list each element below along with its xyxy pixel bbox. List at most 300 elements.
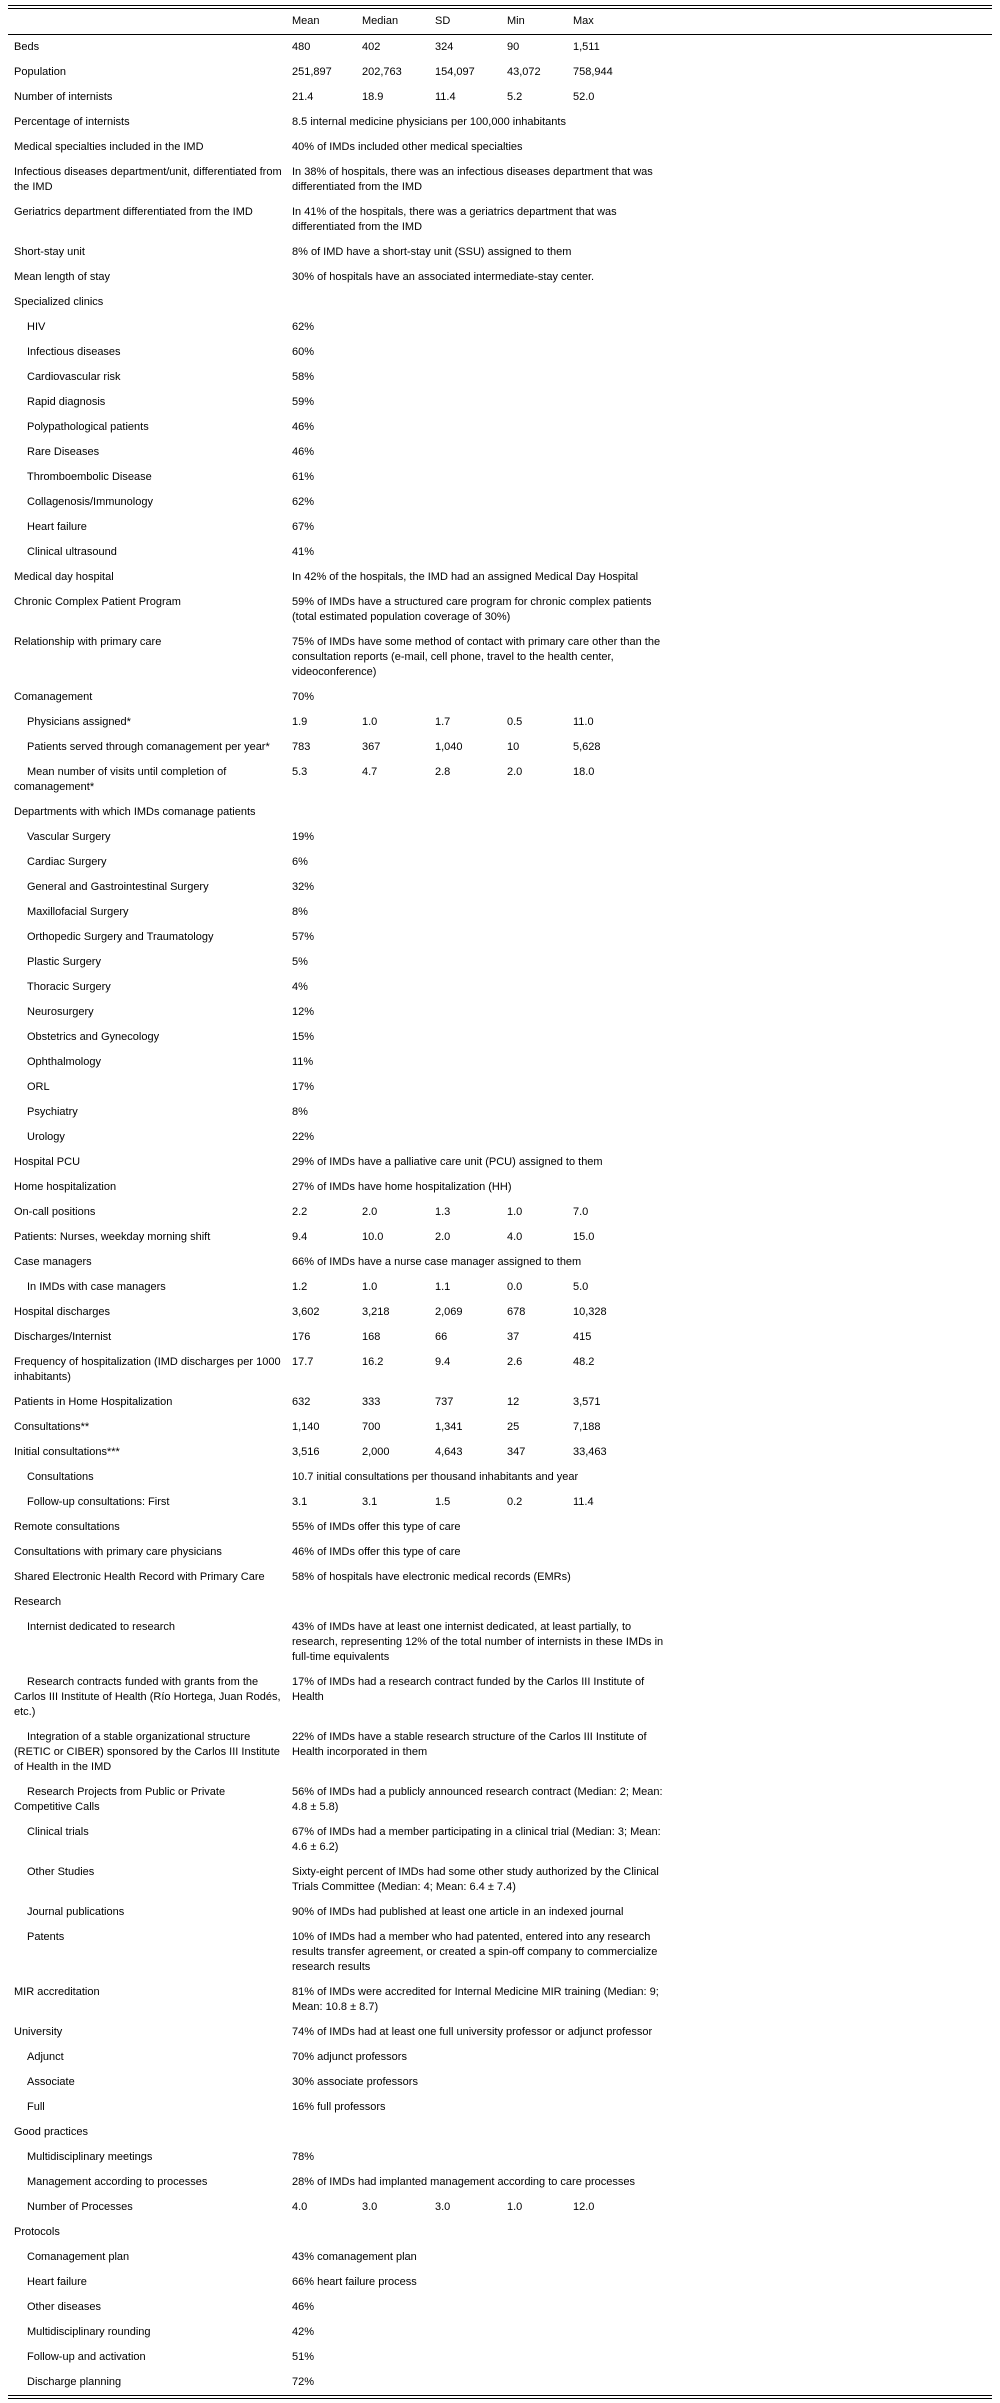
- table-row: [8, 1900, 992, 1925]
- row-label: Hospital PCU: [14, 1156, 81, 1168]
- table-row: [8, 1000, 992, 1025]
- table-row: [8, 1150, 992, 1175]
- stat-value: 10,328: [573, 1306, 607, 1318]
- description-cell: [286, 590, 992, 630]
- row-label: Multidisciplinary rounding: [27, 2326, 151, 2338]
- row-label: Frequency of hospitalization (IMD discharges per 1000 inhabitants): [14, 1356, 281, 1383]
- stat-value: 415: [573, 1331, 592, 1343]
- table-row: [8, 1820, 992, 1860]
- section-header-label: Protocols: [14, 2226, 60, 2238]
- section-header-label: Good practices: [14, 2126, 88, 2138]
- description-text: 16% full professors: [292, 2101, 386, 2113]
- row-label: Beds: [14, 41, 40, 53]
- description-cell: [286, 2070, 992, 2095]
- column-header-sd: SD: [429, 9, 501, 35]
- table-row: [8, 2245, 992, 2270]
- row-label: Ophthalmology: [27, 1056, 101, 1068]
- section-header-row: [8, 2220, 992, 2245]
- description-text: Sixty-eight percent of IMDs had some other study authorized by the Clinical Trials Committee (Median: 4; Mean: 6.4 ± 7.4): [292, 1866, 659, 1893]
- description-cell: [286, 1725, 992, 1780]
- description-cell: [286, 1615, 992, 1670]
- stat-value: 700: [362, 1421, 381, 1433]
- description-cell: [286, 390, 992, 415]
- stat-value: 2.0: [435, 1231, 451, 1243]
- row-label: ORL: [27, 1081, 50, 1093]
- table-row: [8, 1565, 992, 1590]
- description-cell: [286, 1000, 992, 1025]
- row-label: Neurosurgery: [27, 1006, 94, 1018]
- description-text: 22%: [292, 1131, 315, 1143]
- description-text: 41%: [292, 546, 315, 558]
- stat-value: 176: [292, 1331, 311, 1343]
- row-label: Number of Processes: [27, 2201, 133, 2213]
- row-label: Patients: Nurses, weekday morning shift: [14, 1231, 211, 1243]
- table-row: [8, 2020, 992, 2045]
- stat-value: 0.2: [507, 1496, 523, 1508]
- row-label: Comanagement: [14, 691, 93, 703]
- row-label: Full: [27, 2101, 45, 2113]
- table-row: [8, 1925, 992, 1980]
- description-cell: [286, 1565, 992, 1590]
- stat-value: 1.0: [507, 1206, 523, 1218]
- stat-value: 66: [435, 1331, 448, 1343]
- description-text: 58%: [292, 371, 315, 383]
- stat-value: 758,944: [573, 66, 613, 78]
- description-text: 8%: [292, 1106, 308, 1118]
- stat-value: 25: [507, 1421, 520, 1433]
- filler-cell: [637, 1300, 992, 1325]
- filler-cell: [637, 2195, 992, 2220]
- table-row: [8, 1275, 992, 1300]
- table-top-rule: [8, 5, 992, 6]
- stat-value: 1.0: [362, 1281, 378, 1293]
- description-text: 19%: [292, 831, 315, 843]
- table-row: [8, 135, 992, 160]
- stat-value: 402: [362, 41, 381, 53]
- row-label: Consultations**: [14, 1421, 90, 1433]
- row-label: Patents: [27, 1931, 65, 1943]
- description-cell: [286, 1925, 992, 1980]
- row-label: Discharge planning: [27, 2376, 122, 2388]
- stat-value: 10.0: [362, 1231, 384, 1243]
- imd-statistics-table: [8, 8, 992, 2396]
- stat-value: 5.3: [292, 766, 308, 778]
- description-text: 4%: [292, 981, 308, 993]
- stat-value: 4.0: [292, 2201, 308, 2213]
- description-cell: [286, 1100, 992, 1125]
- description-text: 59% of IMDs have a structured care program for chronic complex patients (total estimated population coverage of 30%): [292, 596, 652, 623]
- stat-value: 11.4: [435, 91, 456, 103]
- stat-value: 11.0: [573, 716, 594, 728]
- stat-value: 3,218: [362, 1306, 390, 1318]
- table-row: [8, 1725, 992, 1780]
- stat-value: 1,511: [573, 41, 600, 53]
- table-header-row: [8, 9, 992, 35]
- table-row: [8, 735, 992, 760]
- table-row: [8, 110, 992, 135]
- table-row: [8, 2095, 992, 2120]
- table-row: [8, 35, 992, 61]
- table-body: [8, 35, 992, 2396]
- table-row: [8, 1390, 992, 1415]
- row-label: Integration of a stable organizational structure (RETIC or CIBER) sponsored by the Carlos III Institute of Health in the IMD: [14, 1731, 280, 1773]
- stat-value: 347: [507, 1446, 526, 1458]
- description-text: 28% of IMDs had implanted management according to care processes: [292, 2176, 636, 2188]
- row-label: Medical specialties included in the IMD: [14, 141, 204, 153]
- section-header-label: Specialized clinics: [14, 296, 104, 308]
- stat-value: 1.0: [507, 2201, 523, 2213]
- row-label: Remote consultations: [14, 1521, 120, 1533]
- table-row: [8, 1250, 992, 1275]
- filler-cell: [637, 85, 992, 110]
- row-label: Thoracic Surgery: [27, 981, 111, 993]
- description-cell: [286, 490, 992, 515]
- description-cell: [286, 1860, 992, 1900]
- table-row: [8, 1325, 992, 1350]
- table-row: [8, 515, 992, 540]
- description-cell: [286, 110, 992, 135]
- filler-cell: [637, 60, 992, 85]
- description-cell: [286, 925, 992, 950]
- description-text: 43% of IMDs have at least one internist dedicated, at least partially, to research, representing 12% of the total number of internists in these IMDs in full-time equivalents: [292, 1621, 664, 1663]
- stat-value: 1.3: [435, 1206, 451, 1218]
- table-row: [8, 2345, 992, 2370]
- table-row: [8, 1075, 992, 1100]
- row-label: Obstetrics and Gynecology: [27, 1031, 160, 1043]
- row-label: Orthopedic Surgery and Traumatology: [27, 931, 214, 943]
- description-cell: [286, 1780, 992, 1820]
- filler-cell: [637, 735, 992, 760]
- description-cell: [286, 875, 992, 900]
- row-label: Collagenosis/Immunology: [27, 496, 153, 508]
- section-header-row: [8, 290, 992, 315]
- table-row: [8, 340, 992, 365]
- description-cell: [286, 850, 992, 875]
- row-label: Infectious diseases department/unit, differentiated from the IMD: [14, 166, 282, 193]
- filler-cell: [637, 1200, 992, 1225]
- description-text: 70% adjunct professors: [292, 2051, 407, 2063]
- description-text: 17% of IMDs had a research contract funded by the Carlos III Institute of Health: [292, 1676, 645, 1703]
- row-label: Mean length of stay: [14, 271, 111, 283]
- description-text: 81% of IMDs were accredited for Internal Medicine MIR training (Median: 9; Mean: 10.8 ± 8.7): [292, 1986, 659, 2013]
- description-cell: [286, 515, 992, 540]
- column-header-median: Median: [356, 9, 429, 35]
- row-label: Plastic Surgery: [27, 956, 101, 968]
- table-row: [8, 85, 992, 110]
- description-text: 46%: [292, 446, 315, 458]
- description-cell: [286, 975, 992, 1000]
- row-label: Clinical trials: [27, 1826, 89, 1838]
- table-row: [8, 590, 992, 630]
- stat-value: 1,040: [435, 741, 463, 753]
- stat-value: 678: [507, 1306, 526, 1318]
- column-header-label: [8, 9, 286, 35]
- description-text: 27% of IMDs have home hospitalization (HH): [292, 1181, 512, 1193]
- filler-cell: [637, 710, 992, 735]
- description-text: 66% of IMDs have a nurse case manager assigned to them: [292, 1256, 582, 1268]
- row-label: Comanagement plan: [27, 2251, 130, 2263]
- row-label: Home hospitalization: [14, 1181, 117, 1193]
- description-text: 90% of IMDs had published at least one article in an indexed journal: [292, 1906, 624, 1918]
- column-header-mean: Mean: [286, 9, 356, 35]
- description-text: In 41% of the hospitals, there was a geriatrics department that was differentiated from the IMD: [292, 206, 617, 233]
- stat-value: 7.0: [573, 1206, 589, 1218]
- description-cell: [286, 900, 992, 925]
- table-row: [8, 2320, 992, 2345]
- table-row: [8, 540, 992, 565]
- row-label: Follow-up and activation: [27, 2351, 146, 2363]
- table-row: [8, 2270, 992, 2295]
- description-cell: [286, 1075, 992, 1100]
- table-row: [8, 1175, 992, 1200]
- row-label: Rapid diagnosis: [27, 396, 106, 408]
- stat-value: 3,602: [292, 1306, 320, 1318]
- description-cell: [286, 1250, 992, 1275]
- description-cell: [286, 1050, 992, 1075]
- table-row: [8, 2045, 992, 2070]
- stat-value: 1.0: [362, 716, 378, 728]
- table-row: [8, 950, 992, 975]
- row-label: Chronic Complex Patient Program: [14, 596, 181, 608]
- row-label: On-call positions: [14, 1206, 96, 1218]
- stat-value: 783: [292, 741, 311, 753]
- row-label: Short-stay unit: [14, 246, 85, 258]
- row-label: Cardiac Surgery: [27, 856, 107, 868]
- table-row: [8, 710, 992, 735]
- stat-value: 168: [362, 1331, 381, 1343]
- description-text: 51%: [292, 2351, 315, 2363]
- stat-value: 1.1: [435, 1281, 451, 1293]
- row-label: MIR accreditation: [14, 1986, 100, 1998]
- description-text: 61%: [292, 471, 315, 483]
- table-row: [8, 415, 992, 440]
- description-text: 72%: [292, 2376, 315, 2388]
- description-cell: [286, 265, 992, 290]
- stat-value: 737: [435, 1396, 454, 1408]
- filler-cell: [637, 1390, 992, 1415]
- table-row: [8, 1440, 992, 1465]
- table-row: [8, 1050, 992, 1075]
- stat-value: 1.7: [435, 716, 451, 728]
- row-label: Journal publications: [27, 1906, 125, 1918]
- description-cell: [286, 340, 992, 365]
- table-row: [8, 315, 992, 340]
- row-label: Case managers: [14, 1256, 92, 1268]
- row-label: Hospital discharges: [14, 1306, 110, 1318]
- filler-cell: [637, 1325, 992, 1350]
- stat-value: 15.0: [573, 1231, 595, 1243]
- description-text: 32%: [292, 881, 315, 893]
- row-label: Consultations with primary care physicians: [14, 1546, 222, 1558]
- stat-value: 2,000: [362, 1446, 390, 1458]
- table-row: [8, 2145, 992, 2170]
- table-row: [8, 60, 992, 85]
- row-label: University: [14, 2026, 63, 2038]
- description-cell: [286, 1670, 992, 1725]
- description-cell: [286, 2270, 992, 2295]
- stat-value: 1.2: [292, 1281, 308, 1293]
- column-header-filler: [637, 9, 992, 35]
- row-label: HIV: [27, 321, 46, 333]
- description-text: 42%: [292, 2326, 315, 2338]
- row-label: Shared Electronic Health Record with Primary Care: [14, 1571, 265, 1583]
- description-text: 15%: [292, 1031, 315, 1043]
- description-text: 22% of IMDs have a stable research structure of the Carlos III Institute of Health incorporated in them: [292, 1731, 647, 1758]
- row-label: Patients served through comanagement per year*: [27, 741, 270, 753]
- description-cell: [286, 950, 992, 975]
- description-cell: [286, 2370, 992, 2396]
- stat-value: 1.9: [292, 716, 308, 728]
- description-cell: [286, 1125, 992, 1150]
- stat-value: 5.2: [507, 91, 523, 103]
- row-label: Initial consultations***: [14, 1446, 120, 1458]
- filler-cell: [637, 35, 992, 61]
- row-label: Cardiovascular risk: [27, 371, 121, 383]
- table-row: [8, 2195, 992, 2220]
- filler-cell: [637, 1225, 992, 1250]
- filler-cell: [637, 1440, 992, 1465]
- stat-value: 43,072: [507, 66, 541, 78]
- table-row: [8, 2370, 992, 2396]
- stat-value: 480: [292, 41, 311, 53]
- description-text: 46%: [292, 421, 315, 433]
- table-row: [8, 1540, 992, 1565]
- description-cell: [286, 200, 992, 240]
- row-label: Urology: [27, 1131, 65, 1143]
- stat-value: 3,516: [292, 1446, 320, 1458]
- description-cell: [286, 1540, 992, 1565]
- table-row: [8, 440, 992, 465]
- table-row: [8, 900, 992, 925]
- stat-value: 48.2: [573, 1356, 595, 1368]
- description-cell: [286, 440, 992, 465]
- table-row: [8, 390, 992, 415]
- row-label: Clinical ultrasound: [27, 546, 117, 558]
- filler-cell: [637, 1490, 992, 1515]
- row-label: In IMDs with case managers: [27, 1281, 166, 1293]
- table-row: [8, 365, 992, 390]
- section-header-label: Research: [14, 1596, 62, 1608]
- row-label: Associate: [27, 2076, 75, 2088]
- row-label: Maxillofacial Surgery: [27, 906, 129, 918]
- table-row: [8, 685, 992, 710]
- table-row: [8, 850, 992, 875]
- description-text: 5%: [292, 956, 308, 968]
- description-cell: [286, 415, 992, 440]
- stat-value: 2,069: [435, 1306, 463, 1318]
- stat-value: 18.0: [573, 766, 595, 778]
- description-cell: [286, 2095, 992, 2120]
- description-cell: [286, 2245, 992, 2270]
- row-label: Medical day hospital: [14, 571, 114, 583]
- row-label: Percentage of internists: [14, 116, 130, 128]
- table-row: [8, 265, 992, 290]
- table-row: [8, 1225, 992, 1250]
- section-header-row: [8, 1590, 992, 1615]
- row-label: General and Gastrointestinal Surgery: [27, 881, 209, 893]
- description-cell: [286, 2170, 992, 2195]
- table-row: [8, 1200, 992, 1225]
- column-header-min: Min: [501, 9, 567, 35]
- description-text: 46%: [292, 2301, 315, 2313]
- stat-value: 0.5: [507, 716, 523, 728]
- description-cell: [286, 1515, 992, 1540]
- table-row: [8, 825, 992, 850]
- stat-value: 3.0: [435, 2201, 451, 2213]
- table-row: [8, 1615, 992, 1670]
- description-text: 62%: [292, 321, 315, 333]
- stat-value: 52.0: [573, 91, 595, 103]
- description-text: 11%: [292, 1056, 314, 1068]
- description-cell: [286, 160, 992, 200]
- stat-value: 2.0: [362, 1206, 378, 1218]
- stat-value: 3.1: [362, 1496, 378, 1508]
- table-row: [8, 565, 992, 590]
- row-label: Other Studies: [27, 1866, 95, 1878]
- table-row: [8, 1670, 992, 1725]
- description-text: 6%: [292, 856, 308, 868]
- table-row: [8, 1515, 992, 1540]
- stat-value: 9.4: [292, 1231, 308, 1243]
- description-text: 30% associate professors: [292, 2076, 418, 2088]
- stat-value: 18.9: [362, 91, 384, 103]
- description-text: 78%: [292, 2151, 315, 2163]
- description-text: 60%: [292, 346, 315, 358]
- row-label: Internist dedicated to research: [27, 1621, 175, 1633]
- row-label: Thromboembolic Disease: [27, 471, 152, 483]
- stat-value: 2.8: [435, 766, 451, 778]
- stat-value: 90: [507, 41, 520, 53]
- row-label: Mean number of visits until completion of comanagement*: [14, 766, 227, 793]
- row-label: Psychiatry: [27, 1106, 78, 1118]
- description-cell: [286, 565, 992, 590]
- description-cell: [286, 1025, 992, 1050]
- filler-cell: [637, 1275, 992, 1300]
- stat-value: 4,643: [435, 1446, 463, 1458]
- description-text: 12%: [292, 1006, 315, 1018]
- stat-value: 0.0: [507, 1281, 523, 1293]
- description-cell: [286, 1175, 992, 1200]
- table-row: [8, 1415, 992, 1440]
- stat-value: 1,341: [435, 1421, 463, 1433]
- description-text: 8%: [292, 906, 308, 918]
- stat-value: 2.2: [292, 1206, 308, 1218]
- table-row: [8, 465, 992, 490]
- description-cell: [286, 825, 992, 850]
- stat-value: 7,188: [573, 1421, 601, 1433]
- description-cell: [286, 2045, 992, 2070]
- description-text: 40% of IMDs included other medical specialties: [292, 141, 523, 153]
- description-cell: [286, 540, 992, 565]
- description-text: 74% of IMDs had at least one full university professor or adjunct professor: [292, 2026, 653, 2038]
- description-text: 30% of hospitals have an associated intermediate-stay center.: [292, 271, 595, 283]
- table-row: [8, 975, 992, 1000]
- description-cell: [286, 685, 992, 710]
- stat-value: 21.4: [292, 91, 314, 103]
- description-cell: [286, 465, 992, 490]
- row-label: Vascular Surgery: [27, 831, 111, 843]
- table-row: [8, 1350, 992, 1390]
- description-text: In 38% of hospitals, there was an infectious diseases department that was differentiated from the IMD: [292, 166, 653, 193]
- row-label: Polypathological patients: [27, 421, 149, 433]
- table-row: [8, 760, 992, 800]
- description-cell: [286, 630, 992, 685]
- filler-cell: [637, 1415, 992, 1440]
- row-label: Rare Diseases: [27, 446, 100, 458]
- description-cell: [286, 240, 992, 265]
- description-cell: [286, 2145, 992, 2170]
- table-row: [8, 1780, 992, 1820]
